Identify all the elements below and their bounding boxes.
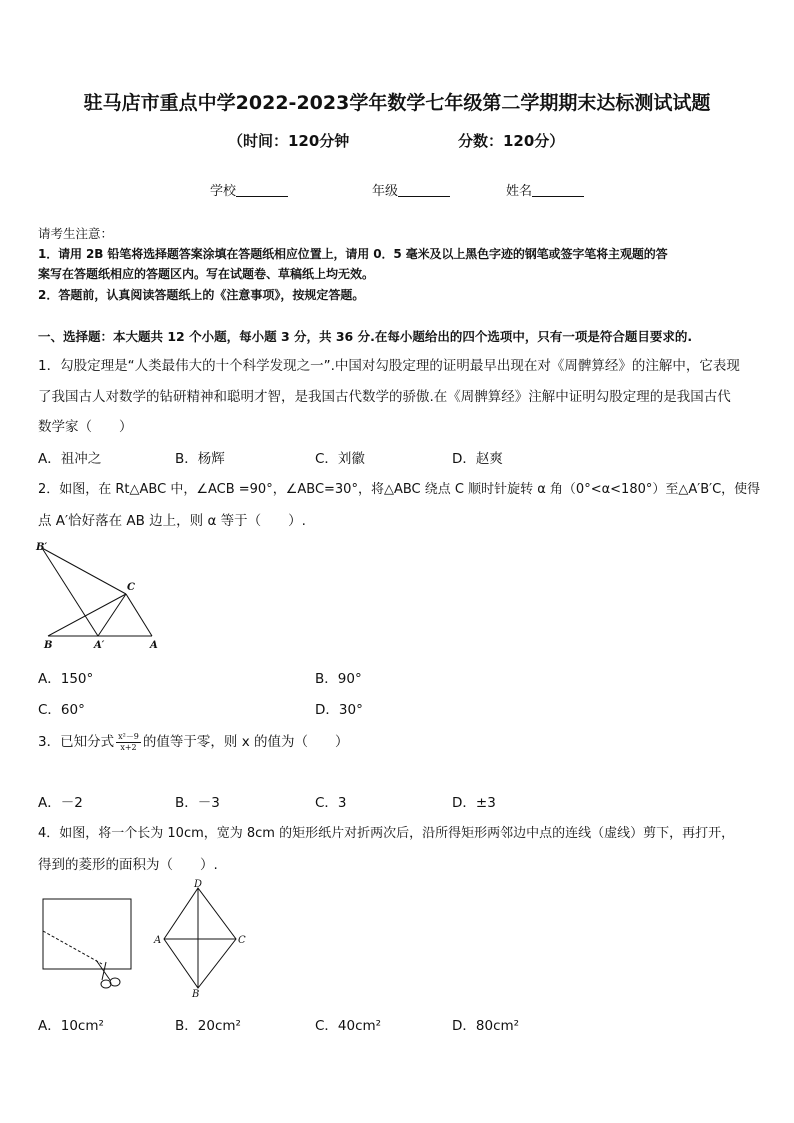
notice-line-2: 2．答题前，认真阅读答题纸上的《注意事项》，按规定答题。 <box>38 288 365 302</box>
q3-numerator: x²－9 <box>118 731 139 741</box>
notice-line-1: 1．请用 2B 铅笔将选择题答案涂填在答题纸相应位置上，请用 0．5 毫米及以上黑色字迹的钢笔或签字笔将主观题的答 <box>38 247 668 261</box>
q2-option-c[interactable]: C．60° <box>38 702 85 718</box>
label-a: A <box>150 640 158 651</box>
segment-bp-c <box>42 548 126 594</box>
exam-score: 分数：120分） <box>458 132 565 150</box>
school-field <box>210 180 288 199</box>
notice-heading: 请考生注意： <box>38 226 114 241</box>
q2-line-1: 2．如图，在 Rt△ABC 中，∠ACB =90°，∠ABC=30°，将△ABC 绕点 C 顺时针旋转 α 角（0°<α<180°）至△A′B′C，使得 <box>38 482 761 497</box>
q1-option-b[interactable]: B．杨辉 <box>175 451 225 467</box>
q1-option-d[interactable]: D．赵爽 <box>452 451 503 467</box>
q2-option-a[interactable]: A．150° <box>38 671 94 687</box>
q3-option-b[interactable]: B．－3 <box>175 795 220 811</box>
q3-text-after: 的值等于零，则 x 的值为（ ） <box>142 734 349 750</box>
q2-option-b[interactable]: B．90° <box>315 671 362 687</box>
q3-option-c[interactable]: C．3 <box>315 795 347 811</box>
label-b-prime: B′ <box>36 542 48 553</box>
name-blank[interactable] <box>532 183 584 197</box>
q3-fraction <box>116 732 141 753</box>
exam-time: （时间：120分钟 <box>228 132 350 150</box>
cut-dashed-line <box>43 931 102 964</box>
q3-denominator: x+2 <box>120 742 137 752</box>
school-label: 学校 <box>210 184 237 199</box>
q4-option-d[interactable]: D．80cm² <box>452 1018 520 1034</box>
q4-line-2: 得到的菱形的面积为（ ）. <box>38 857 218 873</box>
label-a: A <box>154 935 162 946</box>
folded-rectangle <box>43 899 131 969</box>
q3-option-a[interactable]: A．－2 <box>38 795 83 811</box>
q1-line-3: 数学家（ ） <box>38 419 133 435</box>
page-title: 驻马店市重点中学2022-2023学年数学七年级第二学期期末达标测试试题 <box>83 92 711 114</box>
q2-line-2: 点 A′恰好落在 AB 边上，则 α 等于（ ）. <box>38 513 306 529</box>
q4-line-1: 4．如图，将一个长为 10cm，宽为 8cm 的矩形纸片对折两次后，沿所得矩形两邻边中点的连线（虚线）剪下，再打开， <box>38 826 735 841</box>
label-a-prime: A′ <box>94 640 105 651</box>
name-label: 姓名 <box>506 184 533 199</box>
q2-triangle-figure <box>30 538 170 656</box>
q1-line-1: 1．勾股定理是“人类最伟大的十个科学发现之一”.中国对勾股定理的证明最早出现在对《周髀算经》的注解中，它表现 <box>38 358 740 374</box>
q4-option-b[interactable]: B．20cm² <box>175 1018 241 1034</box>
label-d: D <box>194 879 203 890</box>
segment-bp-ap <box>42 548 98 636</box>
q3-option-d[interactable]: D．±3 <box>452 795 496 811</box>
q3-stem <box>38 730 348 753</box>
q2-option-d[interactable]: D．30° <box>315 702 363 718</box>
q1-line-2: 了我国古人对数学的钻研精神和聪明才智，是我国古代数学的骄傲.在《周髀算经》注解中证明勾股定理的是我国古代 <box>38 389 731 405</box>
q4-rhombus-figure <box>150 878 250 1000</box>
segment-c-a <box>126 594 152 636</box>
label-c: C <box>238 935 246 946</box>
section-heading: 一、选择题：本大题共 12 个小题，每小题 3 分，共 36 分.在每小题给出的四个选项中，只有一项是符合题目要求的. <box>38 329 693 344</box>
grade-label: 年级 <box>372 184 399 199</box>
label-b: B <box>192 989 200 1000</box>
q1-option-a[interactable]: A．祖冲之 <box>38 451 102 467</box>
q4-option-c[interactable]: C．40cm² <box>315 1018 382 1034</box>
q1-option-c[interactable]: C．刘徽 <box>315 451 365 467</box>
notice-line-1b: 案写在答题纸相应的答题区内。写在试题卷、草稿纸上均无效。 <box>38 267 375 281</box>
segment-c-ap <box>98 594 126 636</box>
q4-rectangle-figure <box>40 878 140 996</box>
label-c: C <box>127 582 135 593</box>
q3-text-before: 3．已知分式 <box>38 734 115 750</box>
label-b: B <box>44 640 53 651</box>
q4-option-a[interactable]: A．10cm² <box>38 1018 104 1034</box>
name-field <box>506 180 584 199</box>
rhombus-outline <box>164 888 236 988</box>
scissors-icon <box>96 960 120 988</box>
grade-blank[interactable] <box>398 183 450 197</box>
segment-b-c <box>48 594 126 636</box>
school-blank[interactable] <box>236 183 288 197</box>
grade-field <box>372 180 450 199</box>
